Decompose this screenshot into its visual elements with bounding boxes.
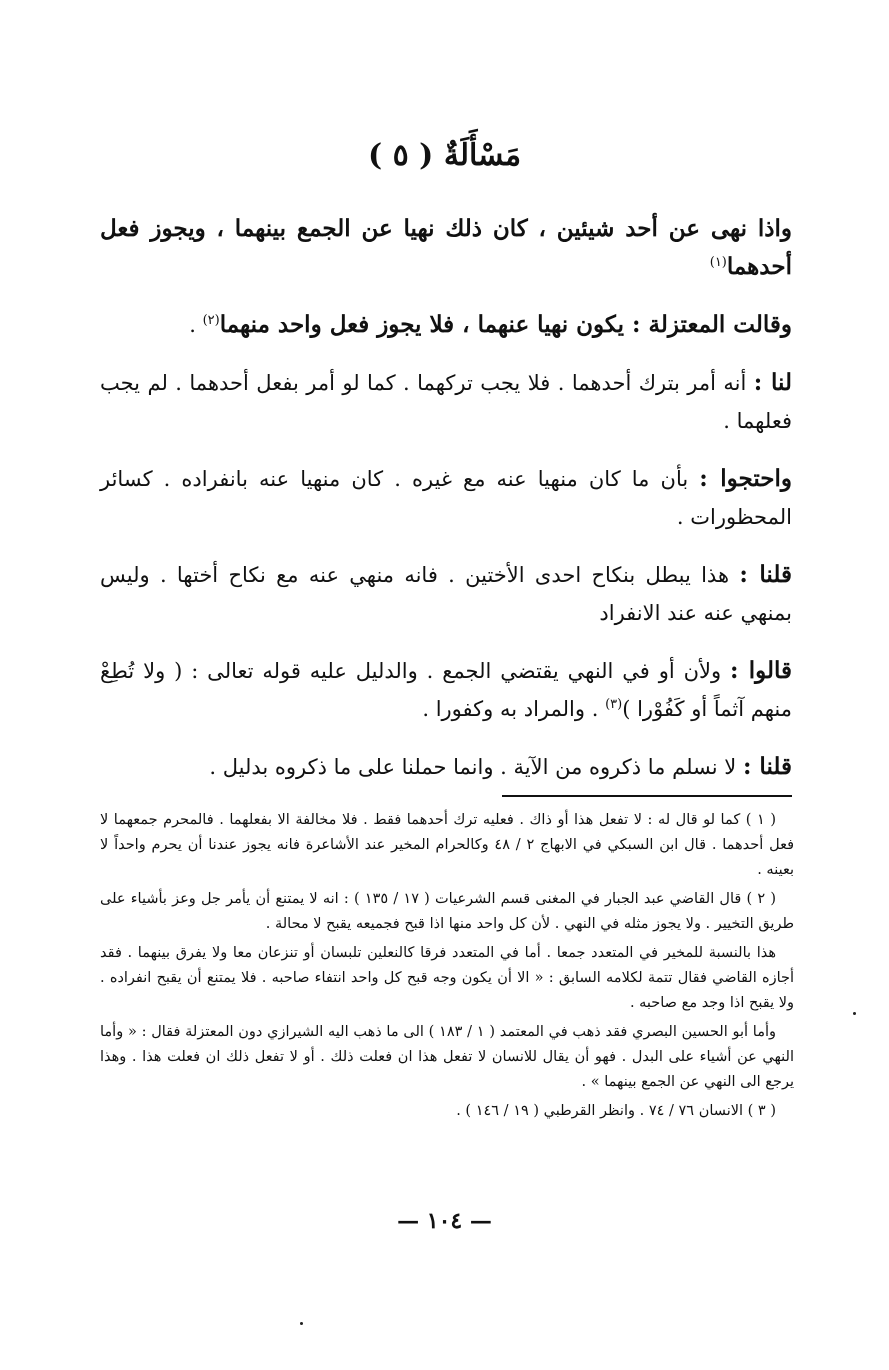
footnote-divider — [502, 795, 792, 797]
paragraph-lead: لنا : — [753, 369, 792, 396]
paragraph-strong: وقالت المعتزلة : يكون نهيا عنهما ، فلا يجوز فعل واحد منهما — [219, 311, 792, 338]
paragraph-text: لا نسلم ما ذكروه من الآية . وانما حملنا على ما ذكروه بدليل . — [209, 755, 743, 779]
paragraph-tail: . — [189, 313, 203, 337]
footnote-2: ( ٢ ) قال القاضي عبد الجبار في المغنى قسم الشرعيات ( ١٧ / ١٣٥ ) : انه لا يمتنع أن يأمر جل وعز بأشياء على طريق التخيير . ولا يجوز مثله في النهي . لأن كل واحد منها اذا قبح فجميعه يقبح لا محالة . — [100, 891, 794, 932]
main-text — [100, 210, 792, 806]
paragraph-lead: قلنا : — [739, 561, 792, 588]
paragraph-lead: قالوا : — [730, 657, 793, 684]
page-title: مَسْأَلَةٌ ( ٥ ) — [367, 138, 522, 173]
paragraph-lead: قلنا : — [742, 753, 792, 780]
footnote-2-continued: هذا بالنسبة للمخير في المتعدد جمعا . أما في المتعدد فرقا كالنعلين تلبسان أو تنزعان معا ولا يفرق بينهما . فقد أجازه القاضي فقال تتمة لكلامه السابق : « الا أن يكون وجه قبح كل واحد انتفاء صاحبه . فلا يمتنع أن يقبح انفراده . ولا يقبح اذا وجد مع صاحبه . — [100, 945, 794, 1011]
paragraph-3 — [100, 364, 792, 440]
paragraph-6 — [100, 652, 792, 728]
footnote-ref: (٢) — [202, 313, 220, 328]
page-number: — ١٠٤ — — [397, 1208, 492, 1234]
footnote-1: ( ١ ) كما لو قال له : لا تفعل هذا أو ذاك . فعليه ترك أحدهما فقط . فلا مخالفة الا بفعلهما . فالمحرم جمعهما لا فعل أحدهما . قال ابن السبكي في الابهاج ٢ / ٤٨ وكالحرام المخير عند الأشاعرة فانه يجوز عندنا أن يحرم واحداً لا بعينه . — [100, 812, 794, 878]
paragraph-text: ولأن أو في النهي يقتضي الجمع . والدليل عليه قوله تعالى : ( ولا تُطِعْ منهم آثماً أو كَفُوْرا ) — [100, 659, 792, 721]
paragraph-7 — [100, 748, 792, 786]
paragraph-tail: . والمراد به وكفورا . — [422, 697, 606, 721]
footnote-2-continued: وأما أبو الحسين البصري فقد ذهب في المعتمد ( ١ / ١٨٣ ) الى ما ذهب اليه الشيرازي دون المعتزلة فقال : « وأما النهي عن أشياء على البدل . فهو أن يقال للانسان لا تفعل هذا ان فعلت ذلك . أو لا تفعل ذلك ان فعلت هذا . وهذا يرجع الى النهي عن الجمع بينهما » . — [100, 1024, 794, 1090]
paragraph-lead: واحتجوا : — [699, 465, 792, 492]
paragraph-2 — [100, 306, 792, 344]
footnote-ref: (١) — [709, 255, 727, 270]
paragraph-text: هذا يبطل بنكاح احدى الأختين . فانه منهي عنه مع نكاح أختها . وليس بمنهي عنه عند الانفراد — [100, 563, 792, 625]
paragraph-5 — [100, 556, 792, 632]
paragraph-text: بأن ما كان منهيا عنه مع غيره . كان منهيا عنه بانفراده . كسائر المحظورات . — [100, 467, 792, 529]
footnote-3: ( ٣ ) الانسان ٧٦ / ٧٤ . وانظر القرطبي ( ١٩ / ١٤٦ ) . — [456, 1103, 776, 1119]
footnote-ref: (٣) — [605, 697, 623, 712]
paragraph-1 — [100, 210, 792, 286]
scan-speck — [853, 1012, 856, 1015]
scan-speck — [300, 1322, 303, 1325]
paragraph-text: أنه أمر بترك أحدهما . فلا يجب تركهما . كما لو أمر بفعل أحدهما . لم يجب فعلهما . — [100, 371, 792, 433]
footnotes — [100, 808, 794, 1128]
paragraph-strong: واذا نهى عن أحد شيئين ، كان ذلك نهيا عن الجمع بينهما ، ويجوز فعل أحدهما — [100, 215, 792, 280]
paragraph-4 — [100, 460, 792, 536]
